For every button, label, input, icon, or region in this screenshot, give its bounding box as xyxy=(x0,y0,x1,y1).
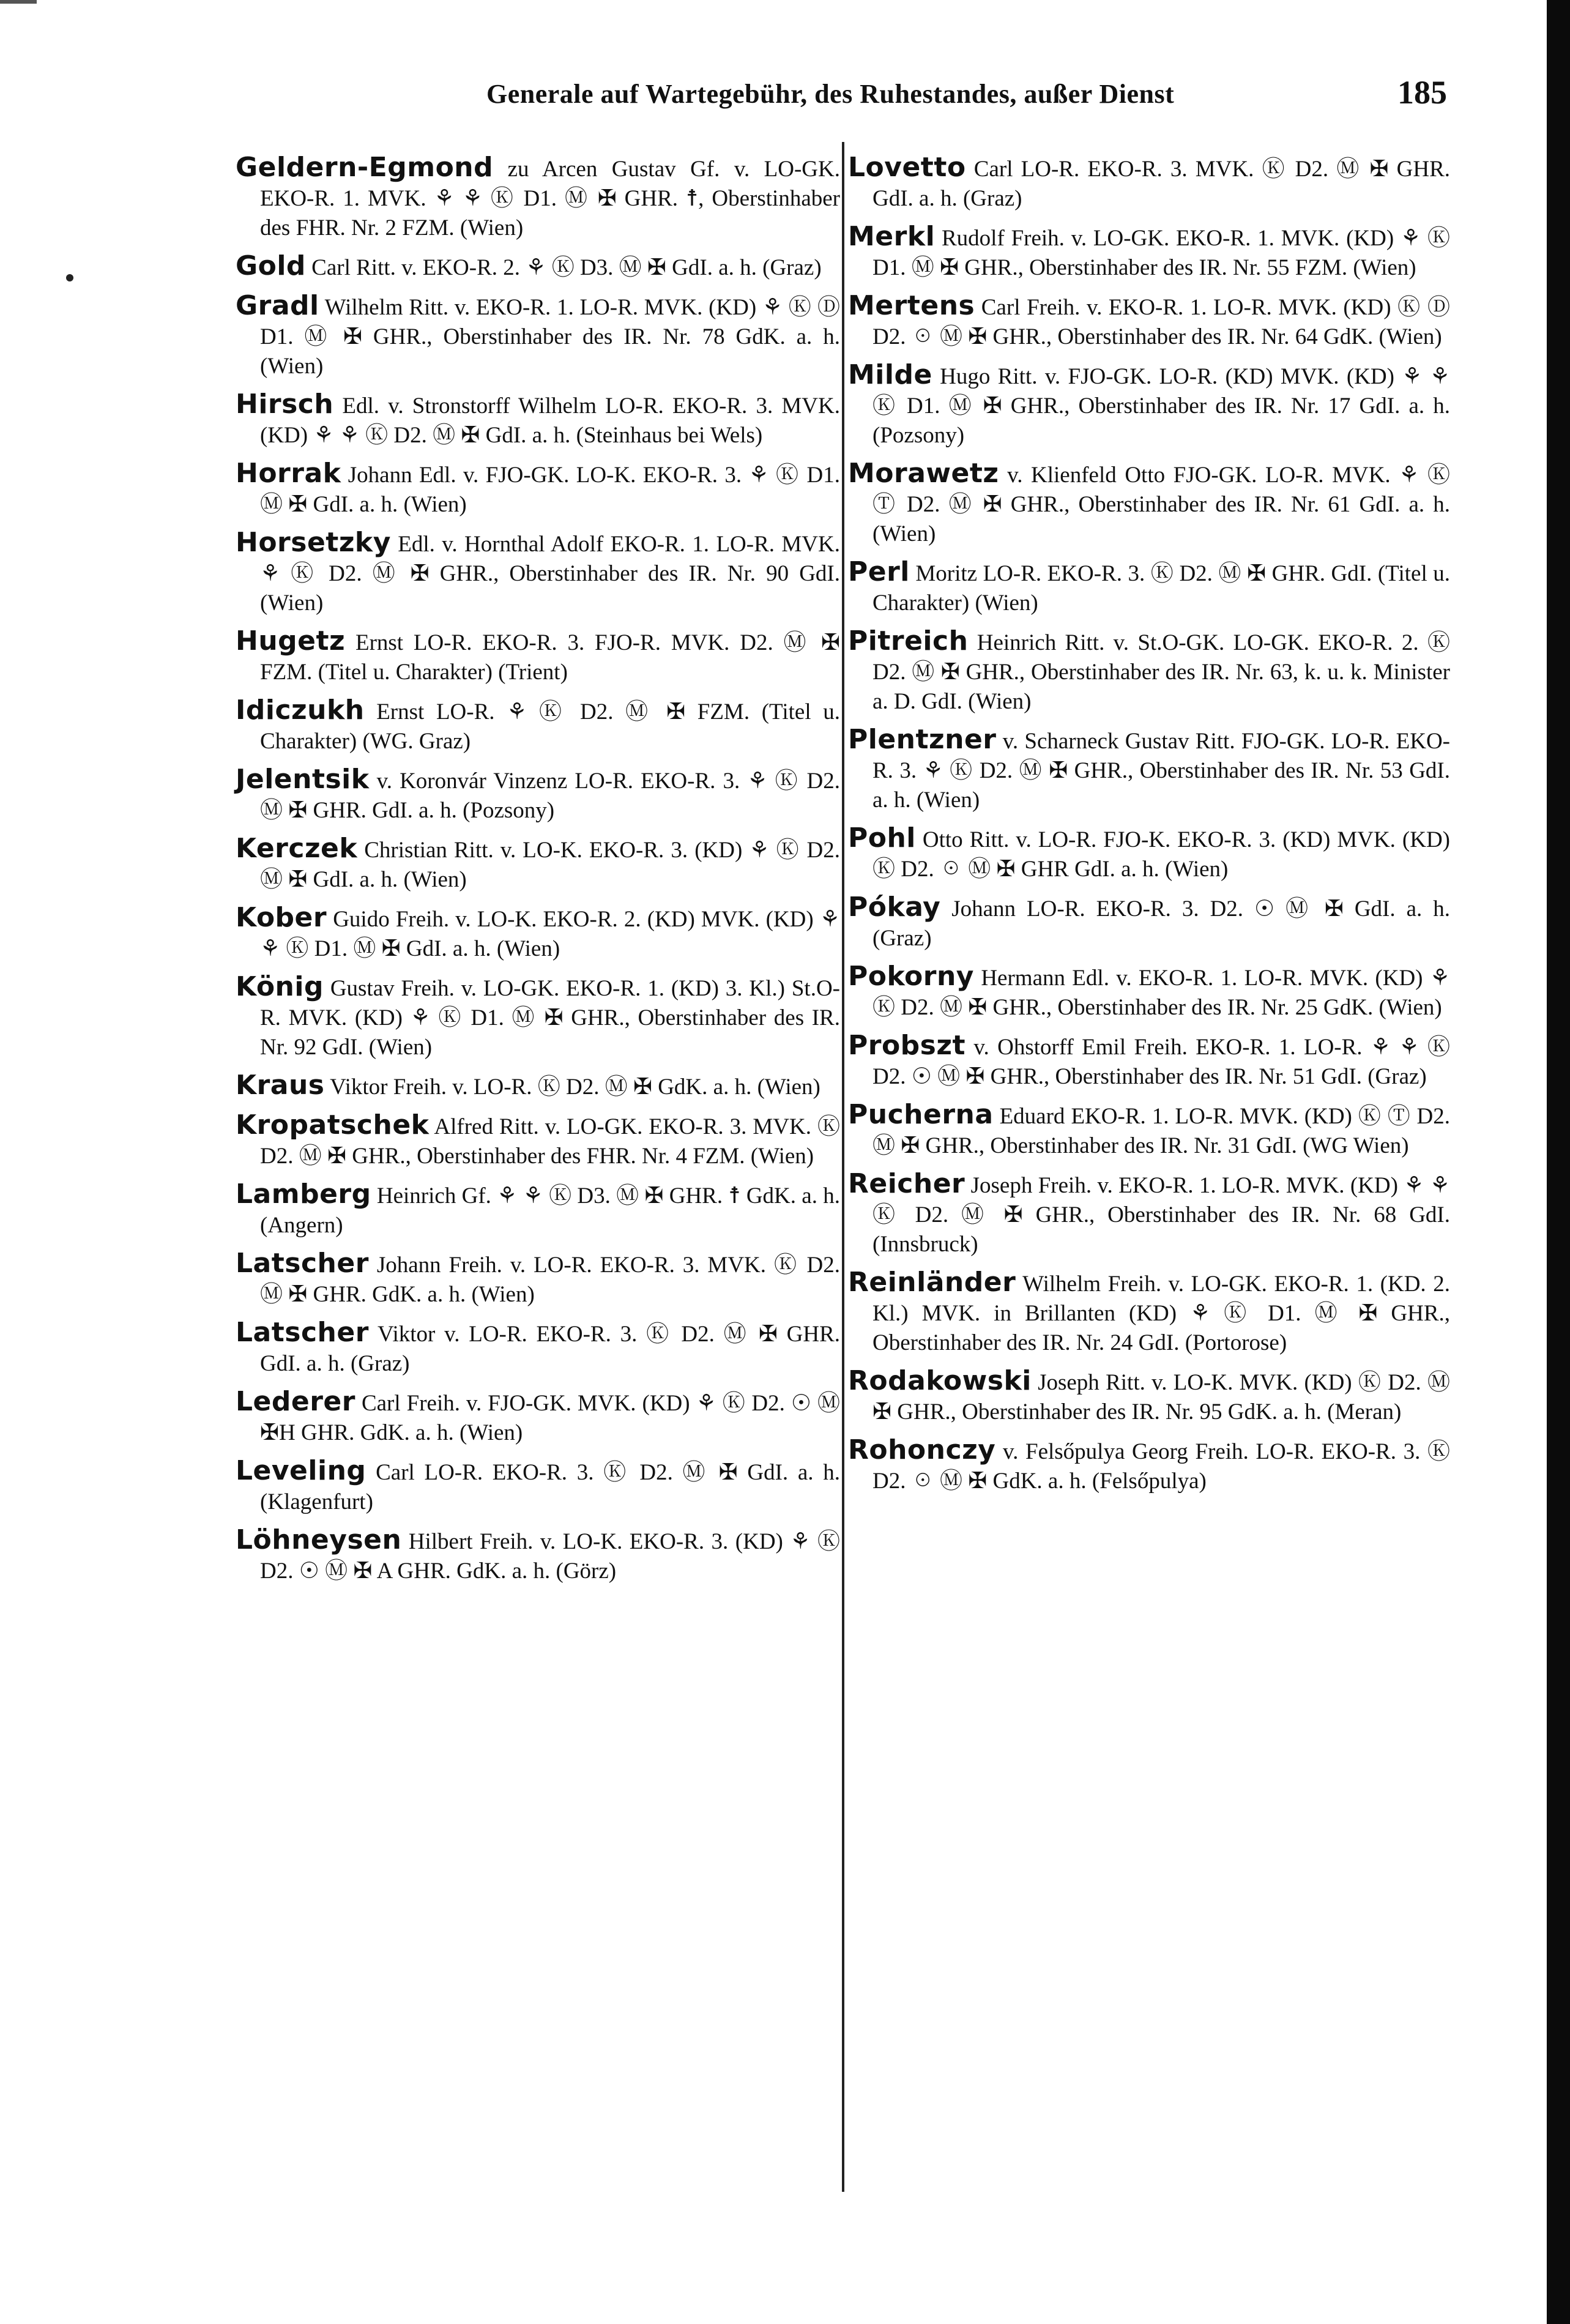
entry-details: Edl. v. Hornthal Adolf EKO-R. 1. LO-R. MVK. ⚘ Ⓚ D2. Ⓜ ✠ GHR., Oberstinhaber des IR. Nr. 90 GdI. (Wien) xyxy=(260,532,840,616)
entry-details: Heinrich Gf. ⚘ ⚘ Ⓚ D3. Ⓜ ✠ GHR. ☨ GdK. a. h. (Angern) xyxy=(260,1183,840,1238)
entry-details: Moritz LO-R. EKO-R. 3. Ⓚ D2. Ⓜ ✠ GHR. GdI. (Titel u. Charakter) (Wien) xyxy=(872,561,1450,616)
register-entry xyxy=(236,291,840,381)
page-number: 185 xyxy=(1397,74,1447,111)
entry-details: Christian Ritt. v. LO-K. EKO-R. 3. (KD) ⚘ Ⓚ D2. Ⓜ ✠ GdI. a. h. (Wien) xyxy=(260,838,840,892)
register-entry xyxy=(236,1525,840,1586)
entry-surname: Rohonczy xyxy=(848,1434,996,1466)
entry-details: v. Klienfeld Otto FJO-GK. LO-R. MVK. ⚘ Ⓚ Ⓣ D2. Ⓜ ✠ GHR., Oberstinhaber des IR. Nr. 61 GdI. a. h. (Wien) xyxy=(872,463,1450,546)
column-divider xyxy=(842,142,844,2192)
register-entry xyxy=(236,1387,840,1448)
entry-details: Joseph Ritt. v. LO-K. MVK. (KD) Ⓚ D2. Ⓜ ✠ GHR., Oberstinhaber des IR. Nr. 95 GdK. a. h. (Meran) xyxy=(872,1370,1450,1425)
entry-details: Heinrich Ritt. v. St.O-GK. LO-GK. EKO-R. 2. Ⓚ D2. Ⓜ ✠ GHR., Oberstinhaber des IR. Nr. 63, k. u. k. Minister a. D. GdI. (Wien) xyxy=(872,630,1450,714)
entry-surname: Gold xyxy=(236,250,306,281)
entry-surname: Pókay xyxy=(848,892,941,923)
entry-details: v. Scharneck Gustav Ritt. FJO-GK. LO-R. EKO-R. 3. ⚘ Ⓚ D2. Ⓜ ✠ GHR., Oberstinhaber des IR. Nr. 53 GdI. a. h. (Wien) xyxy=(872,729,1450,813)
entry-details: Joseph Freih. v. EKO-R. 1. LO-R. MVK. (KD) ⚘ ⚘ Ⓚ D2. Ⓜ ✠ GHR., Oberstinhaber des IR. Nr. 68 GdI. (Innsbruck) xyxy=(872,1173,1450,1257)
entry-details: Carl Freih. v. EKO-R. 1. LO-R. MVK. (KD) Ⓚ Ⓓ D2. ☉ Ⓜ ✠ GHR., Oberstinhaber des IR. Nr. 64 GdK. (Wien) xyxy=(872,295,1450,349)
entry-details: Gustav Freih. v. LO-GK. EKO-R. 1. (KD) 3. Kl.) St.O-R. MVK. (KD) ⚘ Ⓚ D1. Ⓜ ✠ GHR., Oberstinhaber des IR. Nr. 92 GdI. (Wien) xyxy=(260,976,840,1060)
register-entry xyxy=(236,1249,840,1309)
register-entry xyxy=(848,1031,1450,1092)
register-entry xyxy=(236,1071,840,1102)
running-title: Generale auf Wartegebühr, des Ruhestandes, außer Dienst xyxy=(486,79,1175,109)
register-entry xyxy=(848,459,1450,549)
register-entry xyxy=(848,962,1450,1022)
register-entry xyxy=(848,557,1450,618)
register-entry xyxy=(236,1456,840,1517)
entry-surname: Löhneysen xyxy=(236,1524,402,1555)
entry-surname: Lederer xyxy=(236,1386,355,1417)
entry-details: v. Koronvár Vinzenz LO-R. EKO-R. 3. ⚘ Ⓚ D2. Ⓜ ✠ GHR. GdI. a. h. (Pozsony) xyxy=(260,769,840,823)
entry-surname: Kerczek xyxy=(236,833,358,864)
entry-surname: Plentzner xyxy=(848,724,997,755)
entry-surname: Pokorny xyxy=(848,961,974,992)
entry-surname: Pitreich xyxy=(848,625,969,657)
entry-surname: Lovetto xyxy=(848,152,966,183)
entry-surname: Mertens xyxy=(848,290,975,321)
entry-details: Otto Ritt. v. LO-R. FJO-K. EKO-R. 3. (KD) MVK. (KD) Ⓚ D2. ☉ Ⓜ ✠ GHR GdI. a. h. (Wien) xyxy=(872,827,1450,882)
ink-dot xyxy=(66,274,73,281)
entry-details: Carl LO-R. EKO-R. 3. Ⓚ D2. Ⓜ ✠ GdI. a. h. (Klagenfurt) xyxy=(260,1460,840,1514)
register-entry xyxy=(848,1268,1450,1358)
register-entry xyxy=(236,834,840,895)
register-entry xyxy=(236,153,840,243)
entry-surname: Horrak xyxy=(236,458,341,489)
right-column xyxy=(848,153,1450,1505)
entry-surname: Idiczukh xyxy=(236,695,365,726)
entry-surname: Pohl xyxy=(848,822,916,854)
entry-details: Ernst LO-R. ⚘ Ⓚ D2. Ⓜ ✠ FZM. (Titel u. Charakter) (WG. Graz) xyxy=(260,699,840,754)
register-entry xyxy=(848,725,1450,815)
register-entry xyxy=(236,696,840,756)
register-entry xyxy=(236,459,840,520)
entry-details: Hilbert Freih. v. LO-K. EKO-R. 3. (KD) ⚘ Ⓚ D2. ☉ Ⓜ ✠ A GHR. GdK. a. h. (Görz) xyxy=(260,1529,840,1584)
entry-details: zu Arcen Gustav Gf. v. LO-GK. EKO-R. 1. MVK. ⚘ ⚘ Ⓚ D1. Ⓜ ✠ GHR. ☨, Oberstinhaber des FHR. Nr. 2 FZM. (Wien) xyxy=(260,157,840,240)
entry-details: Eduard EKO-R. 1. LO-R. MVK. (KD) Ⓚ Ⓣ D2. Ⓜ ✠ GHR., Oberstinhaber des IR. Nr. 31 GdI. (WG Wien) xyxy=(872,1104,1450,1158)
entry-details: Wilhelm Freih. v. LO-GK. EKO-R. 1. (KD. 2. Kl.) MVK. in Brillanten (KD) ⚘ Ⓚ D1. Ⓜ ✠ GHR., Oberstinhaber des IR. Nr. 24 GdI. (Portorose) xyxy=(872,1272,1450,1355)
left-column xyxy=(236,153,840,1595)
entry-surname: Merkl xyxy=(848,221,936,252)
register-entry xyxy=(848,222,1450,283)
register-entry xyxy=(236,627,840,687)
entry-surname: König xyxy=(236,971,324,1002)
register-entry xyxy=(236,903,840,964)
register-entry xyxy=(848,893,1450,953)
entry-surname: Probszt xyxy=(848,1030,966,1061)
register-entry xyxy=(848,1366,1450,1427)
entry-details: Hermann Edl. v. EKO-R. 1. LO-R. MVK. (KD) ⚘ Ⓚ D2. Ⓜ ✠ GHR., Oberstinhaber des IR. Nr. 25 GdK. (Wien) xyxy=(872,966,1450,1020)
entry-details: Rudolf Freih. v. LO-GK. EKO-R. 1. MVK. (KD) ⚘ Ⓚ D1. Ⓜ ✠ GHR., Oberstinhaber des IR. Nr. 55 FZM. (Wien) xyxy=(872,226,1450,280)
scan-border xyxy=(1547,0,1570,2324)
entry-surname: Leveling xyxy=(236,1455,366,1486)
entry-details: Ernst LO-R. EKO-R. 3. FJO-R. MVK. D2. Ⓜ ✠ FZM. (Titel u. Charakter) (Trient) xyxy=(260,630,840,685)
entry-surname: Latscher xyxy=(236,1317,369,1348)
entry-surname: Geldern-Egmond xyxy=(236,152,494,183)
register-entry xyxy=(236,1180,840,1240)
entry-details: Viktor v. LO-R. EKO-R. 3. Ⓚ D2. Ⓜ ✠ GHR. GdI. a. h. (Graz) xyxy=(260,1322,840,1376)
entry-details: Carl Ritt. v. EKO-R. 2. ⚘ Ⓚ D3. Ⓜ ✠ GdI. a. h. (Graz) xyxy=(305,255,822,280)
register-entry xyxy=(236,251,840,283)
register-entry xyxy=(236,390,840,450)
register-entry xyxy=(236,1318,840,1379)
entry-surname: Kober xyxy=(236,902,327,933)
entry-details: v. Ohstorff Emil Freih. EKO-R. 1. LO-R. ⚘ ⚘ Ⓚ D2. ☉ Ⓜ ✠ GHR., Oberstinhaber des IR. Nr. 51 GdI. (Graz) xyxy=(872,1035,1450,1089)
entry-surname: Pucherna xyxy=(848,1099,994,1130)
entry-surname: Hirsch xyxy=(236,389,334,420)
entry-details: Johann Freih. v. LO-R. EKO-R. 3. MVK. Ⓚ D2. Ⓜ ✠ GHR. GdK. a. h. (Wien) xyxy=(260,1253,840,1307)
entry-surname: Reicher xyxy=(848,1168,965,1199)
entry-surname: Perl xyxy=(848,556,910,587)
entry-details: Hugo Ritt. v. FJO-GK. LO-R. (KD) MVK. (KD) ⚘ ⚘ Ⓚ D1. Ⓜ ✠ GHR., Oberstinhaber des IR. Nr. 17 GdI. a. h. (Pozsony) xyxy=(872,364,1450,448)
entry-surname: Rodakowski xyxy=(848,1365,1032,1396)
entry-details: Wilhelm Ritt. v. EKO-R. 1. LO-R. MVK. (KD) ⚘ Ⓚ Ⓓ D1. Ⓜ ✠ GHR., Oberstinhaber des IR. Nr. 78 GdK. a. h. (Wien) xyxy=(260,295,840,379)
scan-edge-mark xyxy=(0,0,37,4)
register-entry xyxy=(236,765,840,825)
entry-details: Johann Edl. v. FJO-GK. LO-K. EKO-R. 3. ⚘ Ⓚ D1. Ⓜ ✠ GdI. a. h. (Wien) xyxy=(260,463,840,517)
entry-details: v. Felsőpulya Georg Freih. LO-R. EKO-R. 3. Ⓚ D2. ☉ Ⓜ ✠ GdK. a. h. (Felsőpulya) xyxy=(872,1439,1450,1494)
entry-surname: Horsetzky xyxy=(236,527,391,558)
entry-details: Edl. v. Stronstorff Wilhelm LO-R. EKO-R. 3. MVK. (KD) ⚘ ⚘ Ⓚ D2. Ⓜ ✠ GdI. a. h. (Steinhaus bei Wels) xyxy=(260,393,840,448)
entry-surname: Gradl xyxy=(236,290,319,321)
register-entry xyxy=(236,528,840,618)
register-entry xyxy=(236,1111,840,1171)
entry-details: Guido Freih. v. LO-K. EKO-R. 2. (KD) MVK. (KD) ⚘ ⚘ Ⓚ D1. Ⓜ ✠ GdI. a. h. (Wien) xyxy=(260,907,840,961)
entry-details: Carl LO-R. EKO-R. 3. MVK. Ⓚ D2. Ⓜ ✠ GHR. GdI. a. h. (Graz) xyxy=(872,157,1450,211)
register-entry xyxy=(236,972,840,1062)
entry-surname: Kraus xyxy=(236,1070,325,1101)
register-entry xyxy=(848,1169,1450,1259)
entry-surname: Reinländer xyxy=(848,1267,1016,1298)
entry-details: Alfred Ritt. v. LO-GK. EKO-R. 3. MVK. Ⓚ D2. Ⓜ ✠ GHR., Oberstinhaber des FHR. Nr. 4 FZM. (Wien) xyxy=(260,1114,840,1169)
entry-surname: Latscher xyxy=(236,1248,369,1279)
register-entry xyxy=(848,1100,1450,1161)
entry-surname: Hugetz xyxy=(236,625,346,657)
entry-surname: Morawetz xyxy=(848,458,999,489)
register-entry xyxy=(848,360,1450,450)
page-header xyxy=(236,74,1471,115)
entry-details: Viktor Freih. v. LO-R. Ⓚ D2. Ⓜ ✠ GdK. a. h. (Wien) xyxy=(324,1074,820,1100)
register-entry xyxy=(848,1436,1450,1496)
entry-surname: Kropatschek xyxy=(236,1109,430,1141)
entry-details: Johann LO-R. EKO-R. 3. D2. ☉ Ⓜ ✠ GdI. a. h. (Graz) xyxy=(872,896,1450,951)
register-entry xyxy=(848,824,1450,884)
entry-details: Carl Freih. v. FJO-GK. MVK. (KD) ⚘ Ⓚ D2. ☉ Ⓜ ✠H GHR. GdK. a. h. (Wien) xyxy=(260,1391,840,1445)
entry-surname: Lamberg xyxy=(236,1179,371,1210)
register-entry xyxy=(848,291,1450,352)
entry-surname: Milde xyxy=(848,359,932,390)
entry-surname: Jelentsik xyxy=(236,764,370,795)
register-entry xyxy=(848,153,1450,214)
register-entry xyxy=(848,627,1450,717)
